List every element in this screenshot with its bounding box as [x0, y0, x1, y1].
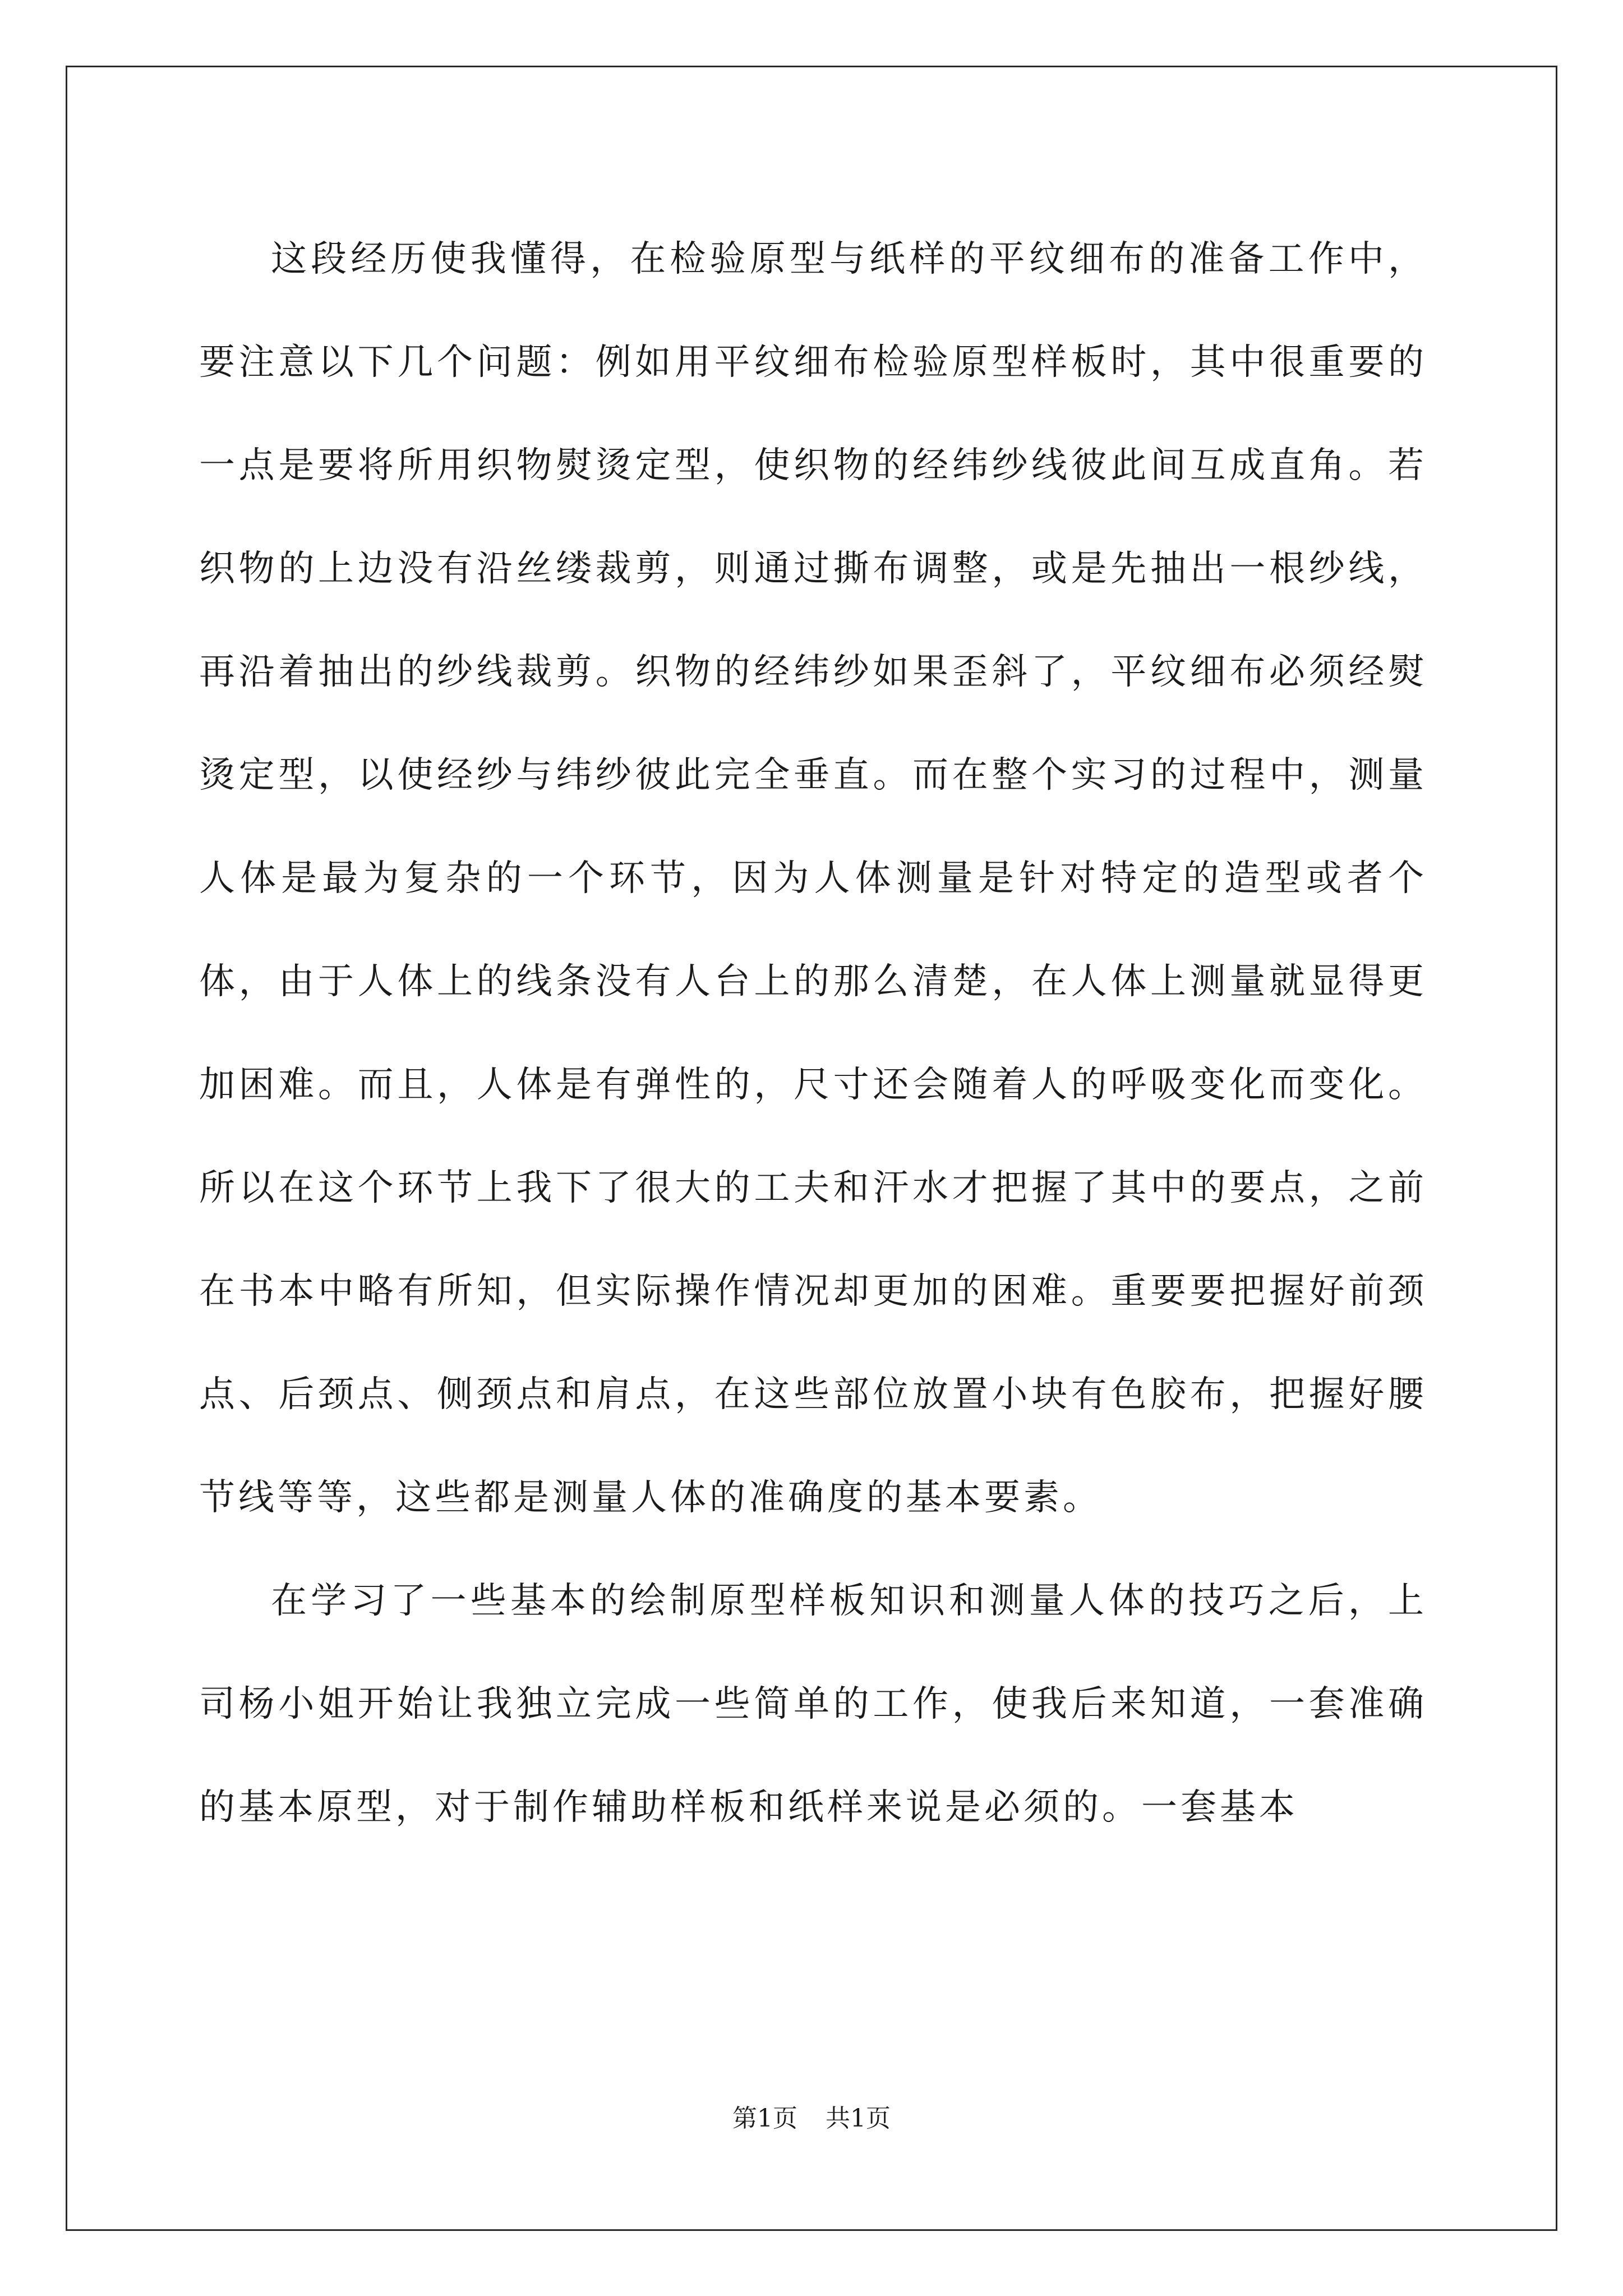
page-footer — [0, 2098, 1623, 2134]
paragraph: 这段经历使我懂得，在检验原型与纸样的平纹细布的准备工作中，要注意以下几个问题：例如用平纹细布检验原型样板时，其中很重要的一点是要将所用织物熨烫定型，使织物的经纬纱线彼此间互成直角。若织物的上边没有沿丝缕裁剪，则通过撕布调整，或是先抽出一根纱线，再沿着抽出的纱线裁剪。织物的经纬纱如果歪斜了，平纹细布必须经熨烫定型，以使经纱与纬纱彼此完全垂直。而在整个实习的过程中，测量人体是最为复杂的一个环节，因为人体测量是针对特定的造型或者个体，由于人体上的线条没有人台上的那么清楚，在人体上测量就显得更加困难。而且，人体是有弹性的，尺寸还会随着人的呼吸变化而变化。所以在这个环节上我下了很大的工夫和汗水才把握了其中的要点，之前在书本中略有所知，但实际操作情况却更加的困难。重要要把握好前颈点、后颈点、侧颈点和肩点，在这些部位放置小块有色胶布，把握好腰节线等等，这些都是测量人体的准确度的基本要素。 — [199, 238, 1427, 1519]
page-number: 第1页 — [732, 2104, 797, 2133]
document-body — [199, 208, 1427, 1859]
page-total: 共1页 — [826, 2104, 891, 2133]
paragraph: 在学习了一些基本的绘制原型样板知识和测量人体的技巧之后，上司杨小姐开始让我独立完成一些简单的工作，使我后来知道，一套准确的基本原型，对于制作辅助样板和纸样来说是必须的。一套基本 — [199, 1580, 1427, 1828]
